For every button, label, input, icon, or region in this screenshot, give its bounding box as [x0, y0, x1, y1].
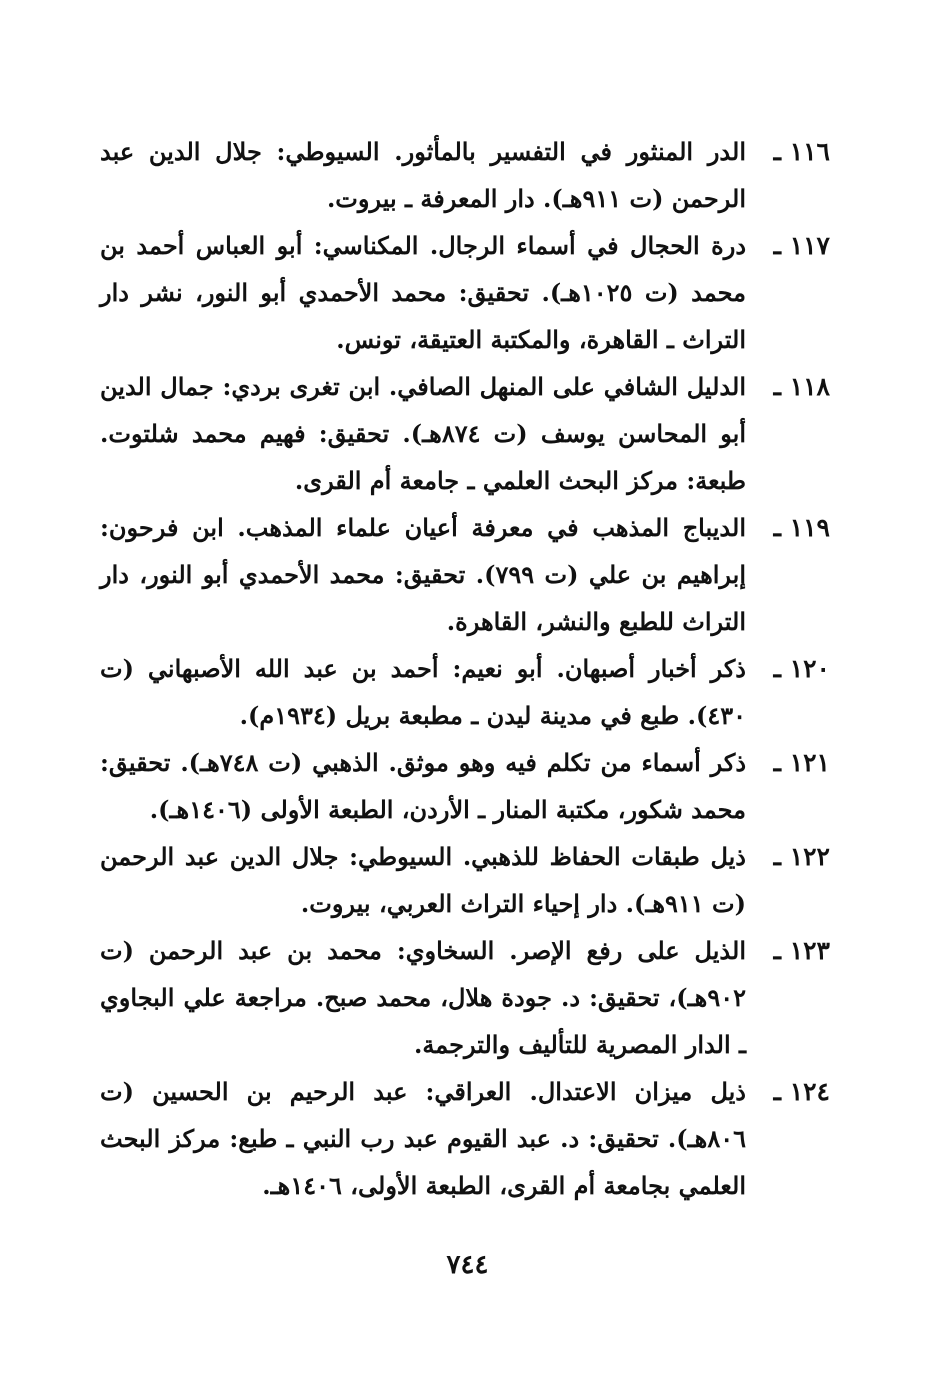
bibliography-entry-118: [100, 363, 830, 504]
bibliography-entry-123: [100, 927, 830, 1068]
entry-number: ١١٧ ـ: [773, 231, 830, 260]
page-number: ٧٤٤: [446, 1250, 489, 1280]
entry-text: الديباج المذهب في معرفة أعيان علماء المذهب. ابن فرحون: إبراهيم بن علي (ت ٧٩٩). تحقيق: محمد الأحمدي أبو النور، دار التراث للطبع والنشر، القاهرة.: [100, 513, 746, 636]
entry-number: ١٢٢ ـ: [773, 842, 830, 871]
bibliography-entry-122: [100, 833, 830, 927]
bibliography-entry-121: [100, 739, 830, 833]
bibliography-list: [100, 128, 830, 1209]
entry-number: ١٢٠ ـ: [773, 654, 830, 683]
bibliography-entry-119: [100, 504, 830, 645]
entry-number: ١٢١ ـ: [773, 748, 830, 777]
bibliography-entry-116: [100, 128, 830, 222]
entry-number: ١١٨ ـ: [773, 372, 830, 401]
entry-text: ذكر أخبار أصبهان. أبو نعيم: أحمد بن عبد الله الأصبهاني (ت ٤٣٠). طبع في مدينة ليدن ـ مطبعة بريل (١٩٣٤م).: [100, 654, 746, 730]
entry-text: الدر المنثور في التفسير بالمأثور. السيوطي: جلال الدين عبد الرحمن (ت ٩١١هـ). دار المعرفة ـ بيروت.: [100, 137, 746, 213]
entry-text: الذيل على رفع الإصر. السخاوي: محمد بن عبد الرحمن (ت ٩٠٢هـ)، تحقيق: د. جودة هلال، محمد صبح. مراجعة علي البجاوي ـ الدار المصرية للتأليف والترجمة.: [100, 936, 746, 1059]
entry-text: ذكر أسماء من تكلم فيه وهو موثق. الذهبي (ت ٧٤٨هـ). تحقيق: محمد شكور، مكتبة المنار ـ الأردن، الطبعة الأولى (١٤٠٦هـ).: [100, 748, 746, 824]
entry-text: ذيل ميزان الاعتدال. العراقي: عبد الرحيم بن الحسين (ت ٨٠٦هـ). تحقيق: د. عبد القيوم عبد رب النبي ـ طبع: مركز البحث العلمي بجامعة أم القرى، الطبعة الأولى، ١٤٠٦هـ.: [100, 1077, 746, 1200]
bibliography-entry-120: [100, 645, 830, 739]
bibliography-entry-117: [100, 222, 830, 363]
entry-number: ١٢٣ ـ: [773, 936, 830, 965]
entry-text: ذيل طبقات الحفاظ للذهبي. السيوطي: جلال الدين عبد الرحمن (ت ٩١١هـ). دار إحياء التراث العربي، بيروت.: [100, 842, 746, 918]
entry-text: درة الحجال في أسماء الرجال. المكناسي: أبو العباس أحمد بن محمد (ت ١٠٢٥هـ). تحقيق: محمد الأحمدي أبو النور، نشر دار التراث ـ القاهرة، والمكتبة العتيقة، تونس.: [100, 231, 747, 354]
entry-text: الدليل الشافي على المنهل الصافي. ابن تغرى بردي: جمال الدين أبو المحاسن يوسف (ت ٨٧٤هـ). تحقيق: فهيم محمد شلتوت. طبعة: مركز البحث العلمي ـ جامعة أم القرى.: [100, 372, 747, 495]
entry-number: ١٢٤ ـ: [773, 1077, 830, 1106]
bibliography-entry-124: [100, 1068, 830, 1209]
entry-number: ١١٩ ـ: [773, 513, 830, 542]
entry-number: ١١٦ ـ: [773, 137, 830, 166]
